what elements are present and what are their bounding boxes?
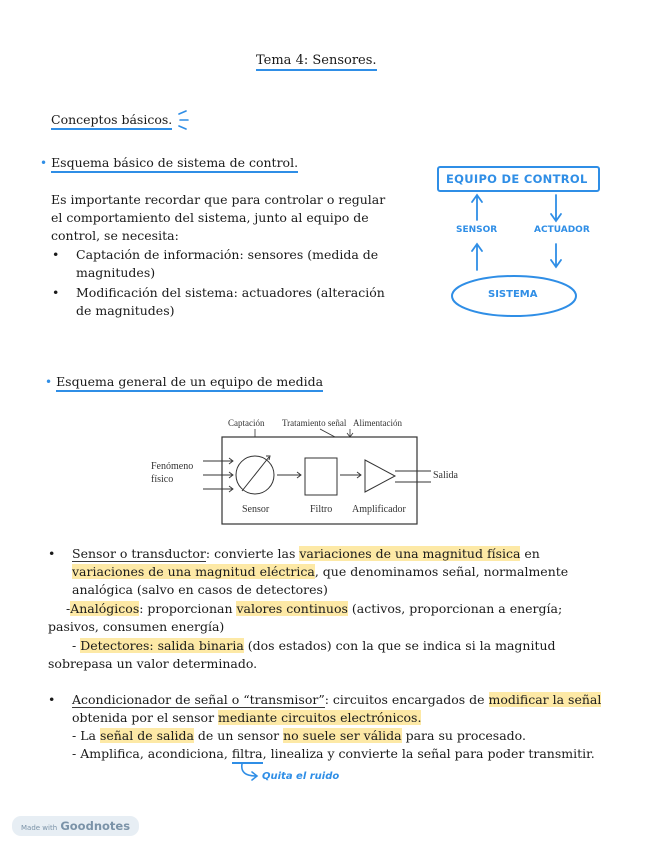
bullet-dot-icon: • <box>40 156 48 170</box>
sketch-actuator-label: ACTUADOR <box>534 225 590 235</box>
diagram-label-tratamiento: Tratamiento señal <box>282 418 347 428</box>
diagram-block-filtro: Filtro <box>310 504 333 515</box>
section-heading: Conceptos básicos. <box>51 111 172 129</box>
sketch-box-label: EQUIPO DE CONTROL <box>446 172 588 186</box>
bullet-icon: • <box>48 546 56 561</box>
page-title: Tema 4: Sensores. <box>256 52 377 70</box>
detector-paragraph: - Detectores: salida binaria (dos estados) con la que se indica si la magnitud sobrepasa un valor determinado. <box>48 638 556 671</box>
handwritten-note: Quita el ruido <box>262 771 340 782</box>
bullet-measurement: • Esquema general de un equipo de medida <box>45 373 323 391</box>
diagram-block-amplificador: Amplificador <box>352 504 406 515</box>
list-item: • Captación de información: sensores (medida de magnitudes) <box>52 247 379 280</box>
diagram-label-fenomeno: Fenómeno físico <box>151 461 194 485</box>
goodnotes-badge: Made with Goodnotes <box>12 816 139 836</box>
diagram-block-sensor: Sensor <box>242 504 270 515</box>
control-sketch <box>430 162 610 322</box>
analog-paragraph: -Analógicos: proporcionan valores continuos (activos, proporcionan a energía; pasivos, consumen energía) <box>48 601 563 634</box>
bullet-icon: • <box>52 285 60 300</box>
sketch-sensor-label: SENSOR <box>456 225 498 235</box>
diagram-label-captacion: Captación <box>228 418 265 428</box>
measurement-diagram <box>145 415 475 530</box>
diagram-label-salida: Salida <box>433 470 458 481</box>
intro-paragraph: Es importante recordar que para controlar o regular el comportamiento del sistema, junto al equipo de control, se necesita: <box>51 192 386 243</box>
list-item: • Modificación del sistema: actuadores (alteración de magnitudes) <box>52 285 385 318</box>
note-arrow-icon <box>238 762 262 784</box>
diagram-label-alimentacion: Alimentación <box>353 418 402 428</box>
sketch-system-label: SISTEMA <box>488 289 538 300</box>
bullet-control-system: • Esquema básico de sistema de control. <box>40 154 298 172</box>
emphasis-mark-icon <box>176 110 192 130</box>
bullet-icon: • <box>52 247 60 262</box>
bullet-dot-icon: • <box>45 375 53 389</box>
bullet-icon: • <box>48 692 56 707</box>
sensor-paragraph: • Sensor o transductor: convierte las variaciones de una magnitud física en variaciones de una magnitud eléctrica, que denominamos señal, normalmente analógica (salvo en casos de detectores) <box>48 546 569 597</box>
conditioner-paragraph: • Acondicionador de señal o “transmisor”: circuitos encargados de modificar la señal obtenida por el sensor mediante circuitos electrónicos. - La señal de salida de un sensor no suele ser válida para su procesado. - Amplifica, acondiciona, filtra, linealiza y convierte la señal para poder transmitir. <box>48 691 601 763</box>
